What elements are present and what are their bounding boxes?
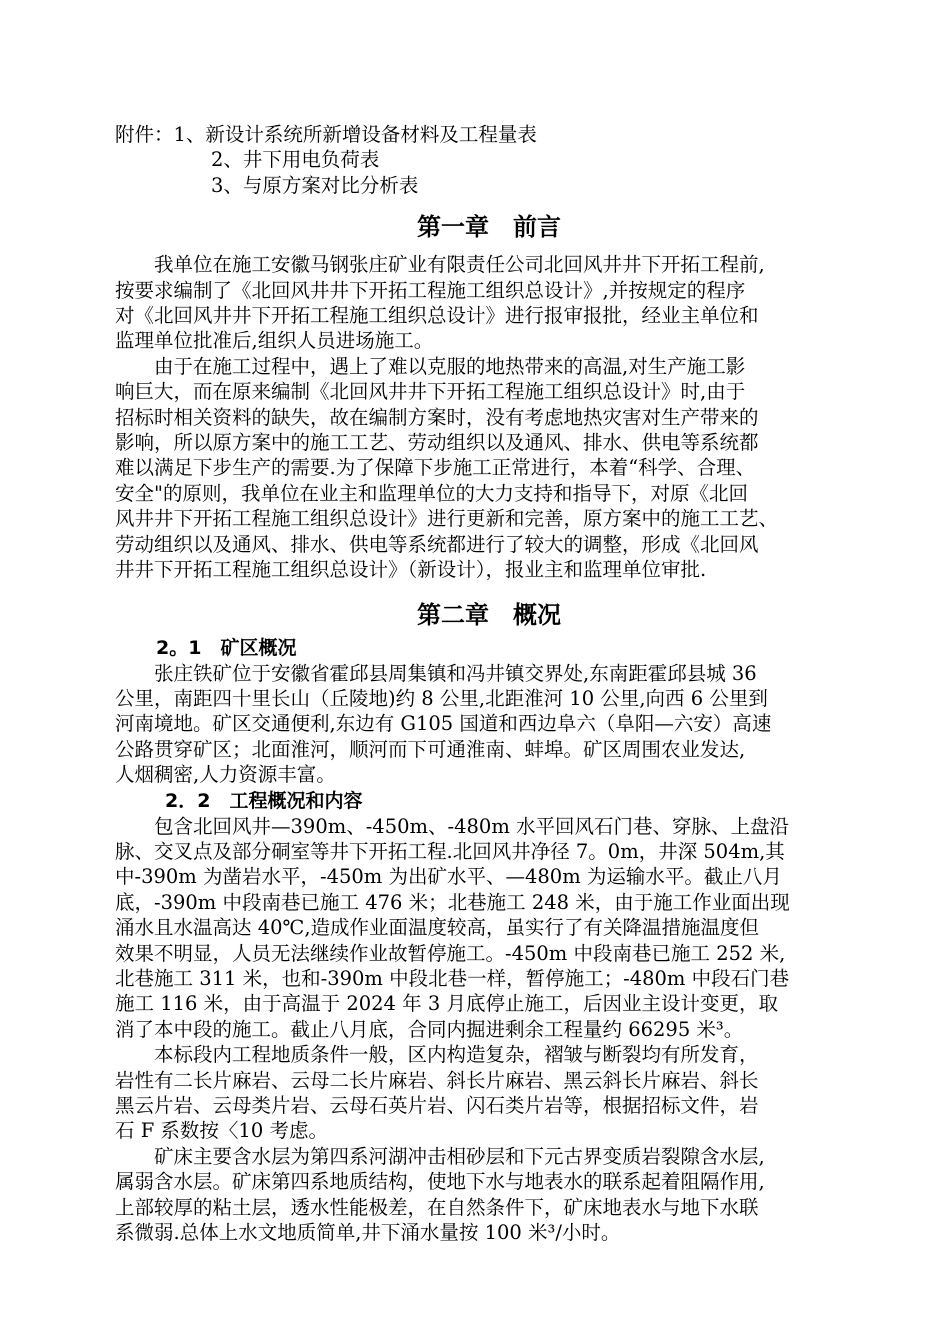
text-line: 对《北回风井井下开拓工程施工组织总设计》进行报审报批，经业主单位和 xyxy=(115,304,759,328)
text-line: 消了本中段的施工。截止八月底，合同内掘进剩余工程量约 66295 米³。 xyxy=(115,1017,744,1041)
section-2-2-paragraph-3 xyxy=(115,1144,863,1246)
text-line: 岩性有二长片麻岩、云母二长片麻岩、斜长片麻岩、黑云斜长片麻岩、斜长 xyxy=(115,1068,759,1092)
text-line: 劳动组织以及通风、排水、供电等系统都进行了较大的调整，形成《北回风 xyxy=(115,532,759,556)
text-line: 效果不明显，人员无法继续作业故暂停施工。-450m 中段南巷已施工 252 米, xyxy=(115,941,786,965)
chapter-1-paragraph-1 xyxy=(115,252,863,354)
attachment-line-2: 2、井下用电负荷表 xyxy=(211,148,380,172)
text-line: 施工 116 米，由于高温于 2024 年 3 月底停止施工，后因业主设计变更，取 xyxy=(115,992,778,1016)
text-line: 难以满足下步生产的需要.为了保障下步施工正常进行，本着“科学、合理、 xyxy=(115,456,756,480)
text-line: 包含北回风井—390m、-450m、-480m 水平回风石门巷、穿脉、上盘沿 xyxy=(154,814,790,838)
text-line: 风井井下开拓工程施工组织总设计》进行更新和完善，原方案中的施工工艺、 xyxy=(115,507,779,531)
text-line: 张庄铁矿位于安徽省霍邱县周集镇和冯井镇交界处,东南距霍邱县城 36 xyxy=(154,661,757,685)
text-line: 影响，所以原方案中的施工工艺、劳动组织以及通风、排水、供电等系统都 xyxy=(115,431,759,455)
text-line: 石 F 系数按〈10 考虑。 xyxy=(115,1119,328,1143)
text-line: 我单位在施工安徽马钢张庄矿业有限责任公司北回风井井下开拓工程前, xyxy=(154,253,765,277)
attachment-line-3: 3、与原方案对比分析表 xyxy=(211,173,419,197)
chapter-2-title: 第二章 概况 xyxy=(417,600,561,629)
text-line: 人烟稠密,人力资源丰富。 xyxy=(115,763,336,787)
text-line: 按要求编制了《北回风井井下开拓工程施工组织总设计》,并按规定的程序 xyxy=(115,278,746,302)
attachments-block xyxy=(115,122,863,198)
section-2-1-title: 2。1 矿区概况 xyxy=(156,636,297,659)
text-line: 涌水且水温高达 40℃,造成作业面温度较高，虽实行了有关降温措施温度但 xyxy=(115,916,760,940)
text-line: 本标段内工程地质条件一般，区内构造复杂，褶皱与断裂均有所发育， xyxy=(154,1043,759,1067)
section-2-2-title: 2．2 工程概况和内容 xyxy=(165,789,363,812)
text-line: 河南境地。矿区交通便利,东边有 G105 国道和西边阜六（阜阳—六安）高速 xyxy=(115,712,772,736)
text-line: 招标时相关资料的缺失，故在编制方案时，没有考虑地热灾害对生产带来的 xyxy=(115,405,759,429)
section-2-2-paragraph-1 xyxy=(115,814,863,1043)
text-line: 监理单位批准后,组织人员进场施工。 xyxy=(115,329,434,353)
text-line: 由于在施工过程中，遇上了难以克服的地热带来的高温,对生产施工影 xyxy=(154,354,746,378)
text-line: 矿床主要含水层为第四系河湖冲击相砂层和下元古界变质岩裂隙含水层, xyxy=(154,1144,765,1168)
attachment-line-1: 附件：1、新设计系统所新增设备材料及工程量表 xyxy=(115,123,537,146)
chapter-1-title: 第一章 前言 xyxy=(417,213,561,242)
text-line: 脉、交叉点及部分硐室等井下开拓工程.北回风井净径 7。0m，井深 504m,其 xyxy=(115,839,785,863)
text-line: 上部较厚的粘土层，透水性能极差，在自然条件下，矿床地表水与地下水联 xyxy=(115,1195,759,1219)
text-line: 黑云片岩、云母类片岩、云母石英片岩、闪石类片岩等，根据招标文件，岩 xyxy=(115,1094,759,1117)
text-line: 安全"的原则，我单位在业主和监理单位的大力支持和指导下，对原《北回 xyxy=(115,481,748,505)
text-line: 公里，南距四十里长山（丘陵地)约 8 公里,北距淮河 10 公里,向西 6 公里到 xyxy=(115,686,768,710)
document-page xyxy=(115,122,863,1245)
section-2-2-paragraph-2 xyxy=(115,1042,863,1144)
text-line: 响巨大，而在原来编制《北回风井井下开拓工程施工组织总设计》时,由于 xyxy=(115,380,746,404)
text-line: 底，-390m 中段南巷已施工 476 米；北巷施工 248 米，由于施工作业面出现 xyxy=(115,890,790,914)
text-line: 北巷施工 311 米，也和-390m 中段北巷一样，暂停施工；-480m 中段石门巷 xyxy=(115,966,790,990)
chapter-1-paragraph-2 xyxy=(115,354,863,583)
text-line: 井井下开拓工程施工组织总设计》（新设计），报业主和监理单位审批. xyxy=(115,558,707,582)
text-line: 系微弱.总体上水文地质简单,井下涌水量按 100 米³/小时。 xyxy=(115,1221,621,1245)
text-line: 属弱含水层。矿床第四系地质结构，使地下水与地表水的联系起着阻隔作用, xyxy=(115,1170,765,1194)
text-line: 公路贯穿矿区；北面淮河，顺河而下可通淮南、蚌埠。矿区周围农业发达, xyxy=(115,737,746,761)
text-line: 中-390m 为凿岩水平，-450m 为出矿水平、—480m 为运输水平。截止八月 xyxy=(115,865,782,889)
section-2-1-paragraph xyxy=(115,661,863,788)
